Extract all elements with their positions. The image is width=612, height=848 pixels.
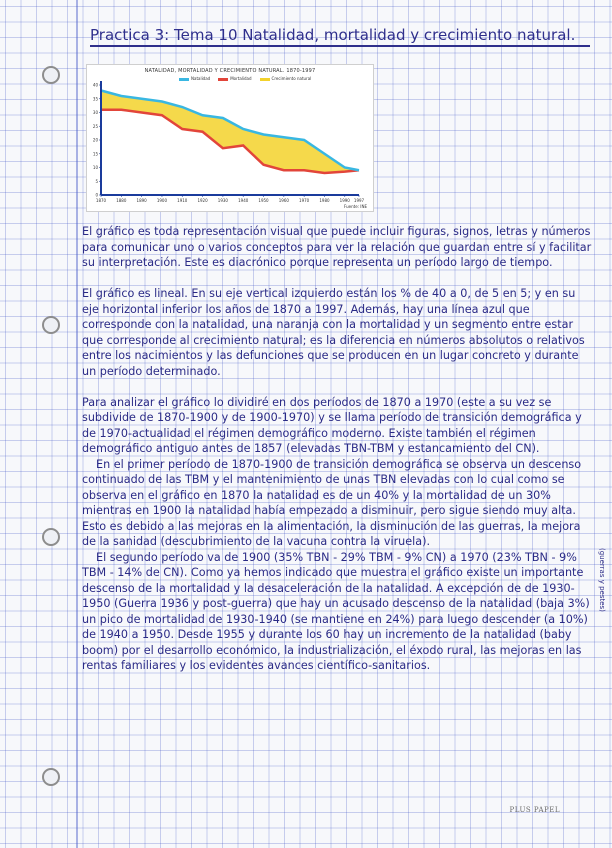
paper-brand: PLUS PAPEL bbox=[509, 806, 560, 814]
margin-note: (guerras y pestes) bbox=[598, 548, 606, 612]
x-tick-label: 1890 bbox=[136, 198, 147, 203]
paragraph-first-period: En el primer período de 1870-1900 de transición demográfica se observa un descenso continuado de las TBM y el mantenimiento de unas TBN elevadas con lo cual como se observa en el gráfico en 1870 la natalidad es de un 40% y la mortalidad de un 30% mientras en 1900 la natalidad había empezado a disminuir, pero sigue siendo muy alta. Esto es debido a las mejoras en la alimentación, la disminución de las guerras, la mejora de la sanidad (descubrimiento de la vacuna contra la viruela). bbox=[82, 457, 582, 548]
x-tick-label: 1900 bbox=[156, 198, 168, 203]
x-tick-label: 1910 bbox=[177, 198, 188, 203]
chart-title: NATALIDAD, MORTALIDAD Y CRECIMIENTO NATURAL. 1870-1997 bbox=[144, 68, 316, 74]
x-tick-label: 1940 bbox=[238, 198, 249, 203]
chart-plot bbox=[87, 65, 373, 211]
x-tick-label: 1970 bbox=[299, 198, 310, 203]
binder-hole bbox=[42, 316, 60, 334]
y-tick-label: 0 bbox=[95, 192, 98, 198]
chart-source: Fuente: INE bbox=[344, 204, 367, 209]
y-tick-label: 5 bbox=[95, 178, 98, 184]
y-tick-label: 20 bbox=[92, 137, 98, 143]
x-tick-label: 1920 bbox=[197, 198, 208, 203]
paragraph-second-period: El segundo período va de 1900 (35% TBN - 29% TBM - 9% CN) a 1970 (23% TBN - 9% TBM - 14% de CN). Como ya hemos indicado que muestra el gráfico existe un importante descenso de la mortalidad y la desaceleración de la natalidad. A excepción de de 1930-1950 (Guerra 1936 y post-guerra) que hay un acusado descenso de la natalidad (baja 3%) un pico de mortalidad de 1930-1940 (se mantiene en 24%) para luego descender (a 10%) de 1940 a 1950. Desde 1955 y durante los 60 hay un incremento de la natalidad (baby boom) por el desarrollo económico, la industrialización, el éxodo rural, las mejoras en las rentas familiares y los evidentes avances científico-sanitarios. bbox=[82, 550, 590, 672]
paragraph-analysis-intro: Para analizar el gráfico lo dividiré en dos períodos de 1870 a 1970 (este a su vez se subdivide de 1870-1900 y de 1900-1970) y se llama período de transición demográfica y de 1970-actualidad el régimen demográfico moderno. Existe también el régimen demográfico antiguo antes de 1857 (elevadas TBN-TBM y estancamiento del CN). bbox=[82, 395, 582, 455]
x-tick-label: 1950 bbox=[258, 198, 269, 203]
x-tick-label: 1870 bbox=[95, 198, 107, 203]
crecimiento-area bbox=[101, 91, 359, 174]
y-tick-label: 35 bbox=[92, 96, 98, 102]
page-title: Practica 3: Tema 10 Natalidad, mortalidad y crecimiento natural. bbox=[90, 26, 590, 47]
y-tick-label: 25 bbox=[92, 123, 98, 129]
binder-hole bbox=[42, 66, 60, 84]
paragraph-definition: El gráfico es toda representación visual que puede incluir figuras, signos, letras y números para comunicar uno o varios conceptos para ver la relación que guardan entre sí y facilitar su interpretación. Este es diacrónico porque representa un período largo de tiempo. bbox=[82, 225, 592, 269]
margin-line bbox=[76, 0, 78, 848]
chart-figure bbox=[86, 64, 374, 212]
handwritten-body bbox=[82, 224, 594, 674]
paragraph-description: El gráfico es lineal. En su eje vertical izquierdo están los % de 40 a 0, de 5 en 5; y en su eje horizontal inferior los años de 1870 a 1997. Además, hay una línea azul que corresponde con la natalidad, una naranja con la mortalidad y un segmento entre estar que corresponde al crecimiento natural; es la diferencia en números absolutos o relativos entre los nacimientos y las defunciones que se producen en un lugar concreto y durante un período determinado. bbox=[82, 287, 585, 378]
x-tick-label: 1960 bbox=[278, 198, 289, 203]
y-tick-label: 10 bbox=[92, 165, 98, 170]
legend-item-mortalidad: Mortalidad bbox=[218, 76, 251, 81]
binder-hole bbox=[42, 528, 60, 546]
x-tick-label: 1990 bbox=[339, 198, 350, 203]
x-tick-label: 1980 bbox=[319, 198, 330, 203]
legend-item-crecimiento: Crecimiento natural bbox=[260, 76, 312, 81]
x-tick-label: 1997 bbox=[353, 198, 365, 203]
x-tick-label: 1930 bbox=[217, 198, 228, 203]
binder-hole bbox=[42, 768, 60, 786]
y-tick-label: 40 bbox=[92, 82, 98, 88]
x-tick-label: 1880 bbox=[116, 198, 127, 203]
legend-item-natalidad: Natalidad bbox=[179, 76, 210, 81]
y-tick-label: 30 bbox=[92, 110, 98, 115]
y-tick-label: 15 bbox=[92, 151, 98, 157]
